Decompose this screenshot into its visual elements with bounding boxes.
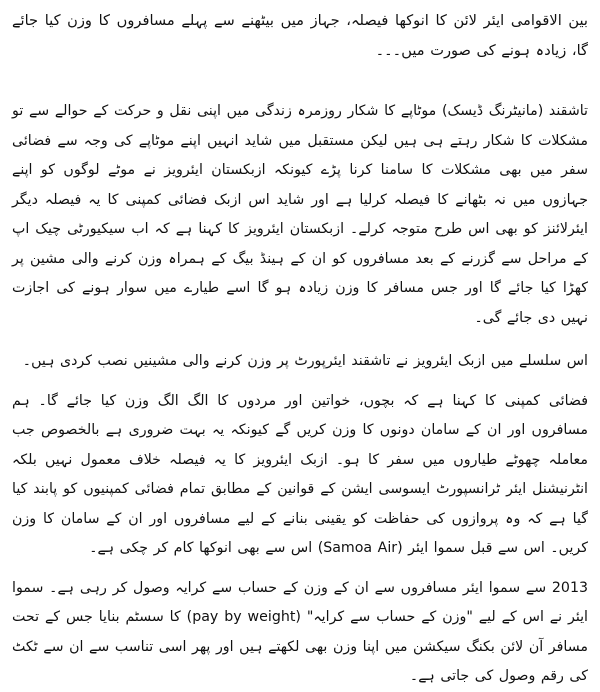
paragraph-3-tail: ) اس سے بھی انوکھا کام کر چکی ہے۔: [89, 540, 324, 556]
article-paragraph-1: تاشقند (مانیٹرنگ ڈیسک) موٹاپے کا شکار روزمرہ زندگی میں اپنی نقل و حرکت کے حوالے سے تو مشکلات کا شکار رہتے ہی ہیں لیکن مستقبل میں شاید انہیں اپنے موٹاپے کی وجہ سے فضائی سفر میں بھی مشکلات کا سامنا کرنا پڑے کیونکہ ازبکستان ایئرویز نے موٹے لوگوں کو اپنے جہازوں میں نہ بٹھانے کا فیصلہ کرلیا ہے اور شاید اس ازبک فضائی کمپنی کا یہ فیصلہ دیگر ایئرلائنز کو بھی اس طرح متوجہ کرلے۔ ازبکستان ایئرویز کا کہنا ہے کہ اب سیکیورٹی چیک اپ کے مراحل سے گزرنے کے بعد مسافروں کو ان کے ہینڈ بیگ کے ہمراہ وزن کرنے والی مشین پر کھڑا کیا جائے گا اور جس مسافر کا وزن زیادہ ہو گا اسے طیارے میں سوار ہونے کی اجازت نہیں دی جائے گی۔: [12, 103, 588, 326]
article-paragraph-4: [12, 574, 588, 692]
article-paragraph-3: [12, 387, 588, 564]
samoa-air-name: Samoa Air: [323, 540, 398, 556]
pay-by-weight-term: pay by weight: [192, 609, 296, 625]
article-paragraph-2: اس سلسلے میں ازبک ایئرویز نے تاشقند ایئرپورٹ پر وزن کرنے والی مشینیں نصب کردی ہیں۔: [22, 353, 588, 369]
paragraph-4-body: 2013 سے سموا ایئر مسافروں سے ان کے وزن کے حساب سے کرایہ وصول کر رہی ہے۔ سموا ایئر نے اس کے لیے "وزن کے حساب سے کرایہ" (: [12, 579, 588, 625]
paragraph-4-tail: ) کا سسٹم بنایا جس کے تحت مسافر آن لائن بکنگ سیکشن میں اپنا وزن بھی لکھتے ہیں اور پھر اسی تناسب سے ان سے ٹکٹ کی رقم وصول کی جاتی ہے۔: [12, 609, 588, 684]
article-title: بین الاقوامی ایئر لائن کا انوکھا فیصلہ، جہاز میں بیٹھنے سے پہلے مسافروں کا وزن کیا جائے گا، زیادہ ہونے کی صورت میں۔۔۔: [12, 12, 588, 59]
paragraph-3-body: فضائی کمپنی کا کہنا ہے کہ بچوں، خواتین اور مردوں کا الگ الگ وزن کیا جائے گا۔ ہم مسافروں اور ان کے سامان دونوں کا وزن کریں گے کیونکہ یہ بہت ضروری ہے بالخصوص جب معاملہ چھوٹے طیاروں میں سفر کا ہو۔ ازبک ایئرویز کا یہ فیصلہ خلاف معمول نہیں بلکہ انٹرنیشنل ایئر ٹرانسپورٹ ایسوسی ایشن کے قوانین کے مطابق تمام فضائی کمپنیوں کو پابند کیا گیا ہے کہ وہ پروازوں کی حفاظت کو یقینی بنانے کے لیے مسافروں اور ان کے سامان کا وزن کریں۔ اس سے قبل سموا ایئر (: [12, 392, 588, 556]
